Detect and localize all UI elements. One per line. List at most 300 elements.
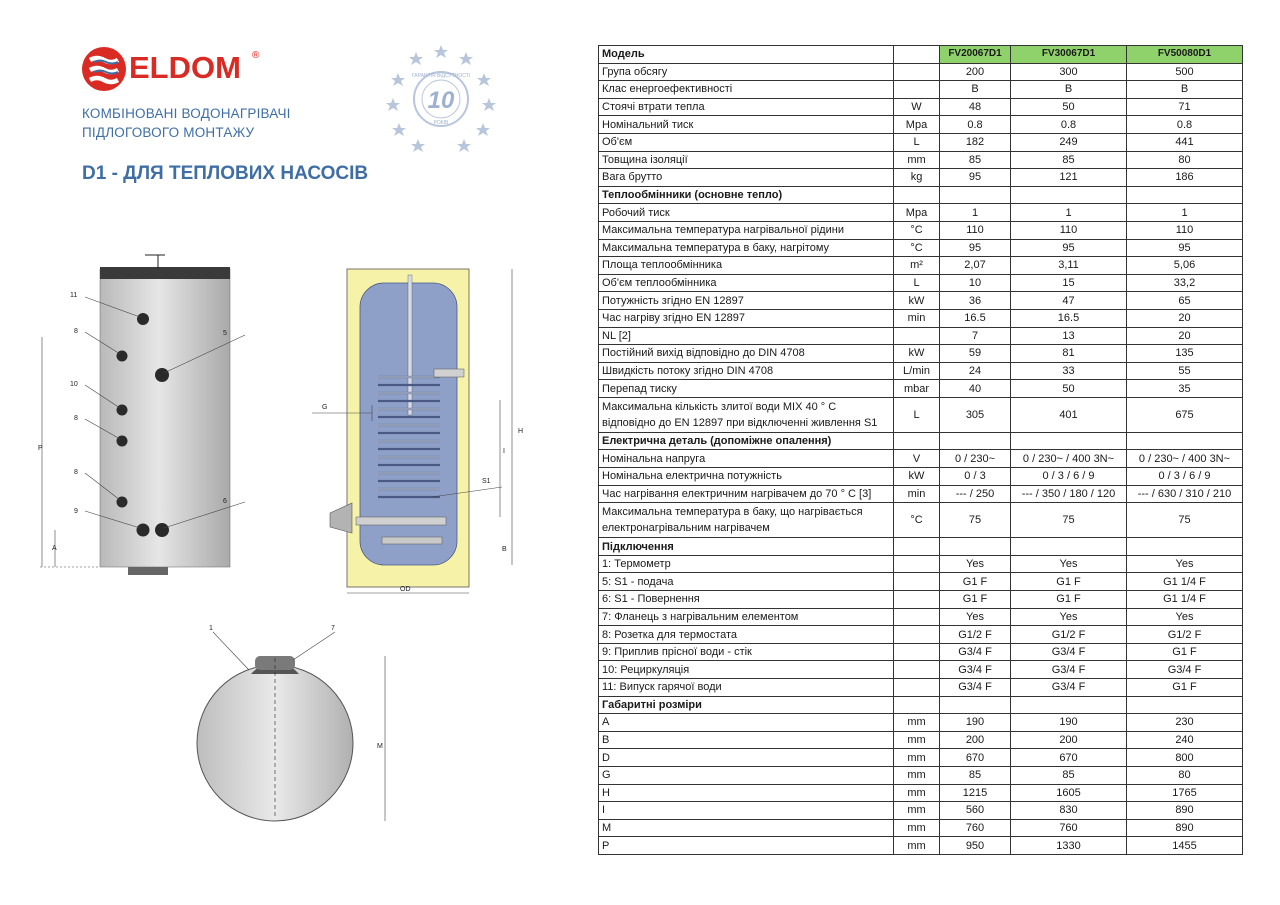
row-unit: L — [894, 133, 940, 151]
row-label: M — [599, 819, 894, 837]
row-unit: mm — [894, 784, 940, 802]
row-value: G1 F — [940, 591, 1011, 609]
row-label: Група обсягу — [599, 63, 894, 81]
row-label: Об'єм теплообмінника — [599, 274, 894, 292]
section-view-diagram — [312, 255, 542, 600]
label-1: 1 — [209, 625, 213, 632]
row-unit: mm — [894, 766, 940, 784]
row-label: A — [599, 714, 894, 732]
row-label: 9: Приплив прісної води - стік — [599, 643, 894, 661]
row-value: 50 — [1011, 380, 1127, 398]
front-view-diagram — [40, 245, 230, 590]
row-label: Постійний вихід відповідно до DIN 4708 — [599, 345, 894, 363]
row-unit — [894, 661, 940, 679]
row-value: 200 — [1011, 731, 1127, 749]
row-value: 500 — [1127, 63, 1243, 81]
row-value: G1 F — [1011, 591, 1127, 609]
row-value: G3/4 F — [1011, 661, 1127, 679]
label-B: B — [502, 546, 507, 553]
table-row — [599, 643, 1243, 661]
row-value: 0 / 3 — [940, 468, 1011, 486]
row-label: Стоячі втрати тепла — [599, 98, 894, 116]
row-value: 950 — [940, 837, 1011, 855]
empty-cell — [1011, 696, 1127, 714]
row-label: D — [599, 749, 894, 767]
row-value: Yes — [1127, 555, 1243, 573]
row-value: 0 / 3 / 6 / 9 — [1127, 468, 1243, 486]
row-unit: kg — [894, 169, 940, 187]
row-value: 830 — [1011, 802, 1127, 820]
row-value: 48 — [940, 98, 1011, 116]
row-unit: Mpa — [894, 204, 940, 222]
section-header-row — [599, 186, 1243, 204]
row-value: G1 1/4 F — [1127, 591, 1243, 609]
page-title: D1 - ДЛЯ ТЕПЛОВИХ НАСОСІВ — [82, 163, 369, 184]
label-G: G — [322, 404, 328, 411]
table-row — [599, 714, 1243, 732]
row-value: 441 — [1127, 133, 1243, 151]
row-value: G1/2 F — [1127, 626, 1243, 644]
label-7: 7 — [331, 625, 335, 632]
row-unit: mm — [894, 802, 940, 820]
table-row — [599, 802, 1243, 820]
row-value: Yes — [940, 608, 1011, 626]
row-label: G — [599, 766, 894, 784]
row-value: 670 — [1011, 749, 1127, 767]
row-value: 7 — [940, 327, 1011, 345]
row-value: 186 — [1127, 169, 1243, 187]
empty-cell — [1011, 538, 1127, 556]
row-value: 890 — [1127, 819, 1243, 837]
row-label: Час нагріву згідно EN 12897 — [599, 309, 894, 327]
table-row — [599, 766, 1243, 784]
row-unit: W — [894, 98, 940, 116]
row-value: G1 F — [1127, 679, 1243, 697]
table-row — [599, 468, 1243, 486]
row-value: Yes — [1011, 608, 1127, 626]
row-value: 75 — [1127, 503, 1243, 538]
row-value: 10 — [940, 274, 1011, 292]
label-I: I — [503, 448, 505, 455]
table-row — [599, 257, 1243, 275]
warranty-seal-icon — [386, 43, 496, 153]
row-label: NL [2] — [599, 327, 894, 345]
row-value: G3/4 F — [1127, 661, 1243, 679]
row-value: 1 — [940, 204, 1011, 222]
row-label: Швидкість потоку згідно DIN 4708 — [599, 362, 894, 380]
label-11: 11 — [70, 292, 78, 299]
label-8b: 8 — [74, 415, 78, 422]
row-value: 760 — [1011, 819, 1127, 837]
empty-cell — [1011, 186, 1127, 204]
row-value: G3/4 F — [940, 643, 1011, 661]
table-row — [599, 63, 1243, 81]
seal-text-bottom: РОКІВ — [433, 120, 449, 126]
row-value: --- / 630 / 310 / 210 — [1127, 485, 1243, 503]
row-unit: V — [894, 450, 940, 468]
row-value: 13 — [1011, 327, 1127, 345]
row-value: 800 — [1127, 749, 1243, 767]
empty-cell — [1011, 432, 1127, 450]
row-unit: mm — [894, 749, 940, 767]
row-label — [599, 503, 894, 538]
label-OD: OD — [400, 586, 411, 593]
row-value: 3,11 — [1011, 257, 1127, 275]
empty-cell — [894, 538, 940, 556]
row-value: G1/2 F — [1011, 626, 1127, 644]
row-unit: kW — [894, 345, 940, 363]
row-unit: °C — [894, 503, 940, 538]
row-value: 15 — [1011, 274, 1127, 292]
row-label: Час нагрівання електричним нагрівачем до 70 ° C [3] — [599, 485, 894, 503]
row-value: 675 — [1127, 397, 1243, 432]
row-value: 75 — [940, 503, 1011, 538]
row-unit: L — [894, 397, 940, 432]
table-row — [599, 274, 1243, 292]
row-value: 190 — [1011, 714, 1127, 732]
empty-cell — [1127, 432, 1243, 450]
row-unit — [894, 679, 940, 697]
row-value: 300 — [1011, 63, 1127, 81]
row-unit: °C — [894, 221, 940, 239]
subtitle-line1: КОМБІНОВАНІ ВОДОНАГРІВАЧІ — [82, 106, 291, 121]
seal-text-top: ГАРАНТІЯ ВІДСУТНОСТІ — [411, 73, 471, 79]
table-row — [599, 591, 1243, 609]
row-value: 760 — [940, 819, 1011, 837]
model-fv50080d1: FV50080D1 — [1127, 46, 1243, 64]
table-row — [599, 345, 1243, 363]
empty-cell — [940, 432, 1011, 450]
empty-cell — [940, 696, 1011, 714]
row-label: Максимальна температура в баку, нагрітому — [599, 239, 894, 257]
table-row — [599, 362, 1243, 380]
row-label: Потужність згідно EN 12897 — [599, 292, 894, 310]
table-row — [599, 503, 1243, 538]
model-fv20067d1: FV20067D1 — [940, 46, 1011, 64]
row-value: 95 — [1011, 239, 1127, 257]
subtitle-line2: ПІДЛОГОВОГО МОНТАЖУ — [82, 125, 255, 140]
row-label: P — [599, 837, 894, 855]
row-value: 1 — [1127, 204, 1243, 222]
row-value: 1605 — [1011, 784, 1127, 802]
table-row — [599, 292, 1243, 310]
row-value: 110 — [940, 221, 1011, 239]
table-row — [599, 380, 1243, 398]
row-unit — [894, 643, 940, 661]
row-label: Товщина ізоляції — [599, 151, 894, 169]
row-label: Площа теплообмінника — [599, 257, 894, 275]
row-value: 0.8 — [940, 116, 1011, 134]
row-unit — [894, 573, 940, 591]
row-unit — [894, 591, 940, 609]
row-value: 182 — [940, 133, 1011, 151]
spec-table-body — [599, 46, 1243, 855]
row-value: 95 — [1127, 239, 1243, 257]
row-value: B — [1127, 81, 1243, 99]
row-value: 20 — [1127, 309, 1243, 327]
row-value: 24 — [940, 362, 1011, 380]
row-unit: mbar — [894, 380, 940, 398]
row-label-line1: Максимальна кількість злитої води MIX 40 ° C — [602, 400, 837, 413]
row-value: 85 — [940, 151, 1011, 169]
row-unit: mm — [894, 819, 940, 837]
label-M: M — [377, 743, 383, 750]
row-label: 6: S1 - Повернення — [599, 591, 894, 609]
row-value: G3/4 F — [940, 679, 1011, 697]
row-unit: mm — [894, 714, 940, 732]
brand-name: ELDOM — [129, 50, 241, 85]
table-row — [599, 221, 1243, 239]
row-unit — [894, 608, 940, 626]
row-label: 1: Термометр — [599, 555, 894, 573]
empty-cell — [894, 696, 940, 714]
row-value: 2,07 — [940, 257, 1011, 275]
row-label: I — [599, 802, 894, 820]
row-value: G1 F — [940, 573, 1011, 591]
table-row — [599, 731, 1243, 749]
row-value: G3/4 F — [1011, 643, 1127, 661]
registered-mark: ® — [252, 50, 260, 61]
table-row — [599, 98, 1243, 116]
section-title: Підключення — [599, 538, 894, 556]
row-unit: L/min — [894, 362, 940, 380]
label-A: A — [52, 545, 57, 552]
row-unit — [894, 555, 940, 573]
label-9: 9 — [74, 508, 78, 515]
row-value: 75 — [1011, 503, 1127, 538]
row-label: 11: Випуск гарячої води — [599, 679, 894, 697]
row-unit: mm — [894, 837, 940, 855]
row-value: 110 — [1127, 221, 1243, 239]
row-value: 240 — [1127, 731, 1243, 749]
label-S1: S1 — [482, 478, 491, 485]
row-value: B — [940, 81, 1011, 99]
section-header-row — [599, 432, 1243, 450]
row-value: 71 — [1127, 98, 1243, 116]
row-unit: kW — [894, 292, 940, 310]
section-title: Електрична деталь (допоміжне опалення) — [599, 432, 894, 450]
label-P: P — [38, 445, 43, 452]
row-value: 1455 — [1127, 837, 1243, 855]
row-value: G1/2 F — [940, 626, 1011, 644]
row-unit: L — [894, 274, 940, 292]
row-value: Yes — [1127, 608, 1243, 626]
table-row — [599, 784, 1243, 802]
table-row — [599, 204, 1243, 222]
table-row — [599, 450, 1243, 468]
row-unit — [894, 81, 940, 99]
row-value: 401 — [1011, 397, 1127, 432]
empty-cell — [894, 432, 940, 450]
table-row — [599, 837, 1243, 855]
row-value: 33,2 — [1127, 274, 1243, 292]
row-value: 0 / 3 / 6 / 9 — [1011, 468, 1127, 486]
row-value: 135 — [1127, 345, 1243, 363]
row-label: Максимальна температура нагрівальної рідини — [599, 221, 894, 239]
row-value: 670 — [940, 749, 1011, 767]
row-value: 80 — [1127, 766, 1243, 784]
row-value: 16.5 — [940, 309, 1011, 327]
row-unit: min — [894, 309, 940, 327]
table-row — [599, 819, 1243, 837]
row-value: 0 / 230~ / 400 3N~ — [1011, 450, 1127, 468]
row-label-line1: Максимальна температура в баку, що нагрівається — [602, 506, 863, 519]
row-value: 40 — [940, 380, 1011, 398]
row-value: 1330 — [1011, 837, 1127, 855]
row-value: B — [1011, 81, 1127, 99]
row-unit — [894, 63, 940, 81]
row-value: 95 — [940, 239, 1011, 257]
row-value: 121 — [1011, 169, 1127, 187]
row-value: 59 — [940, 345, 1011, 363]
label-6: 6 — [223, 498, 227, 505]
row-unit: mm — [894, 151, 940, 169]
row-label: Перепад тиску — [599, 380, 894, 398]
table-row — [599, 327, 1243, 345]
row-value: 85 — [1011, 151, 1127, 169]
row-value: 0.8 — [1011, 116, 1127, 134]
row-value: G1 1/4 F — [1127, 573, 1243, 591]
table-row — [599, 81, 1243, 99]
row-label: 10: Рециркуляція — [599, 661, 894, 679]
model-fv30067d1: FV30067D1 — [1011, 46, 1127, 64]
row-value: 200 — [940, 63, 1011, 81]
row-value: 81 — [1011, 345, 1127, 363]
row-value: 190 — [940, 714, 1011, 732]
row-value: 36 — [940, 292, 1011, 310]
row-label: 5: S1 - подача — [599, 573, 894, 591]
empty-cell — [1127, 538, 1243, 556]
row-value: G1 F — [1011, 573, 1127, 591]
table-row — [599, 749, 1243, 767]
row-label-line2: відповідно до EN 12897 при відключенні живлення S1 — [602, 416, 878, 429]
row-label-line2: електронагрівальним нагрівачем — [602, 522, 770, 535]
table-row — [599, 608, 1243, 626]
row-value: 80 — [1127, 151, 1243, 169]
header-unit — [894, 46, 940, 64]
row-label: B — [599, 731, 894, 749]
row-value: 560 — [940, 802, 1011, 820]
table-row — [599, 679, 1243, 697]
empty-cell — [1127, 696, 1243, 714]
table-row — [599, 485, 1243, 503]
table-row — [599, 239, 1243, 257]
row-value: 85 — [940, 766, 1011, 784]
row-label: 8: Розетка для термостата — [599, 626, 894, 644]
row-value: 95 — [940, 169, 1011, 187]
row-value: 1215 — [940, 784, 1011, 802]
row-label: H — [599, 784, 894, 802]
section-title: Теплообмінники (основне тепло) — [599, 186, 894, 204]
row-label — [599, 397, 894, 432]
row-value: Yes — [940, 555, 1011, 573]
row-value: G3/4 F — [940, 661, 1011, 679]
label-5: 5 — [223, 330, 227, 337]
row-value: G3/4 F — [1011, 679, 1127, 697]
row-value: 65 — [1127, 292, 1243, 310]
row-value: 249 — [1011, 133, 1127, 151]
row-unit: min — [894, 485, 940, 503]
table-row — [599, 397, 1243, 432]
label-H: H — [518, 428, 524, 435]
row-label: Клас енергоефективності — [599, 81, 894, 99]
row-unit: m² — [894, 257, 940, 275]
table-row — [599, 661, 1243, 679]
table-row — [599, 116, 1243, 134]
row-value: Yes — [1011, 555, 1127, 573]
table-row — [599, 309, 1243, 327]
row-value: 110 — [1011, 221, 1127, 239]
row-label: Робочий тиск — [599, 204, 894, 222]
row-label: Номінальна електрична потужність — [599, 468, 894, 486]
label-8c: 8 — [74, 469, 78, 476]
empty-cell — [940, 186, 1011, 204]
row-unit: Mpa — [894, 116, 940, 134]
row-unit: °C — [894, 239, 940, 257]
row-label: Вага брутто — [599, 169, 894, 187]
row-value: 1765 — [1127, 784, 1243, 802]
table-row — [599, 151, 1243, 169]
row-label: Номінальна напруга — [599, 450, 894, 468]
empty-cell — [1127, 186, 1243, 204]
section-title: Габаритні розміри — [599, 696, 894, 714]
section-header-row — [599, 696, 1243, 714]
row-value: 33 — [1011, 362, 1127, 380]
label-10: 10 — [70, 381, 78, 388]
empty-cell — [940, 538, 1011, 556]
label-8a: 8 — [74, 328, 78, 335]
row-unit — [894, 626, 940, 644]
row-value: 85 — [1011, 766, 1127, 784]
row-label: Номінальний тиск — [599, 116, 894, 134]
row-label: Об'єм — [599, 133, 894, 151]
top-view-diagram — [185, 618, 400, 818]
row-value: 20 — [1127, 327, 1243, 345]
row-value: 305 — [940, 397, 1011, 432]
table-row — [599, 626, 1243, 644]
empty-cell — [894, 186, 940, 204]
row-value: 5,06 — [1127, 257, 1243, 275]
row-value: 35 — [1127, 380, 1243, 398]
row-value: --- / 250 — [940, 485, 1011, 503]
row-value: 50 — [1011, 98, 1127, 116]
spec-table — [598, 45, 1243, 855]
header-label: Модель — [599, 46, 894, 64]
row-label: 7: Фланець з нагрівальним елементом — [599, 608, 894, 626]
row-value: 0 / 230~ / 400 3N~ — [1127, 450, 1243, 468]
section-header-row — [599, 538, 1243, 556]
row-value: 0.8 — [1127, 116, 1243, 134]
row-value: 1 — [1011, 204, 1127, 222]
row-value: 16.5 — [1011, 309, 1127, 327]
seal-number: 10 — [427, 87, 455, 114]
row-value: 47 — [1011, 292, 1127, 310]
table-header-row — [599, 46, 1243, 64]
table-row — [599, 555, 1243, 573]
row-value: 0 / 230~ — [940, 450, 1011, 468]
row-value: 200 — [940, 731, 1011, 749]
row-value: 230 — [1127, 714, 1243, 732]
row-value: G1 F — [1127, 643, 1243, 661]
row-unit: kW — [894, 468, 940, 486]
row-unit — [894, 327, 940, 345]
row-unit: mm — [894, 731, 940, 749]
row-value: 55 — [1127, 362, 1243, 380]
table-row — [599, 573, 1243, 591]
table-row — [599, 133, 1243, 151]
row-value: 890 — [1127, 802, 1243, 820]
row-value: --- / 350 / 180 / 120 — [1011, 485, 1127, 503]
